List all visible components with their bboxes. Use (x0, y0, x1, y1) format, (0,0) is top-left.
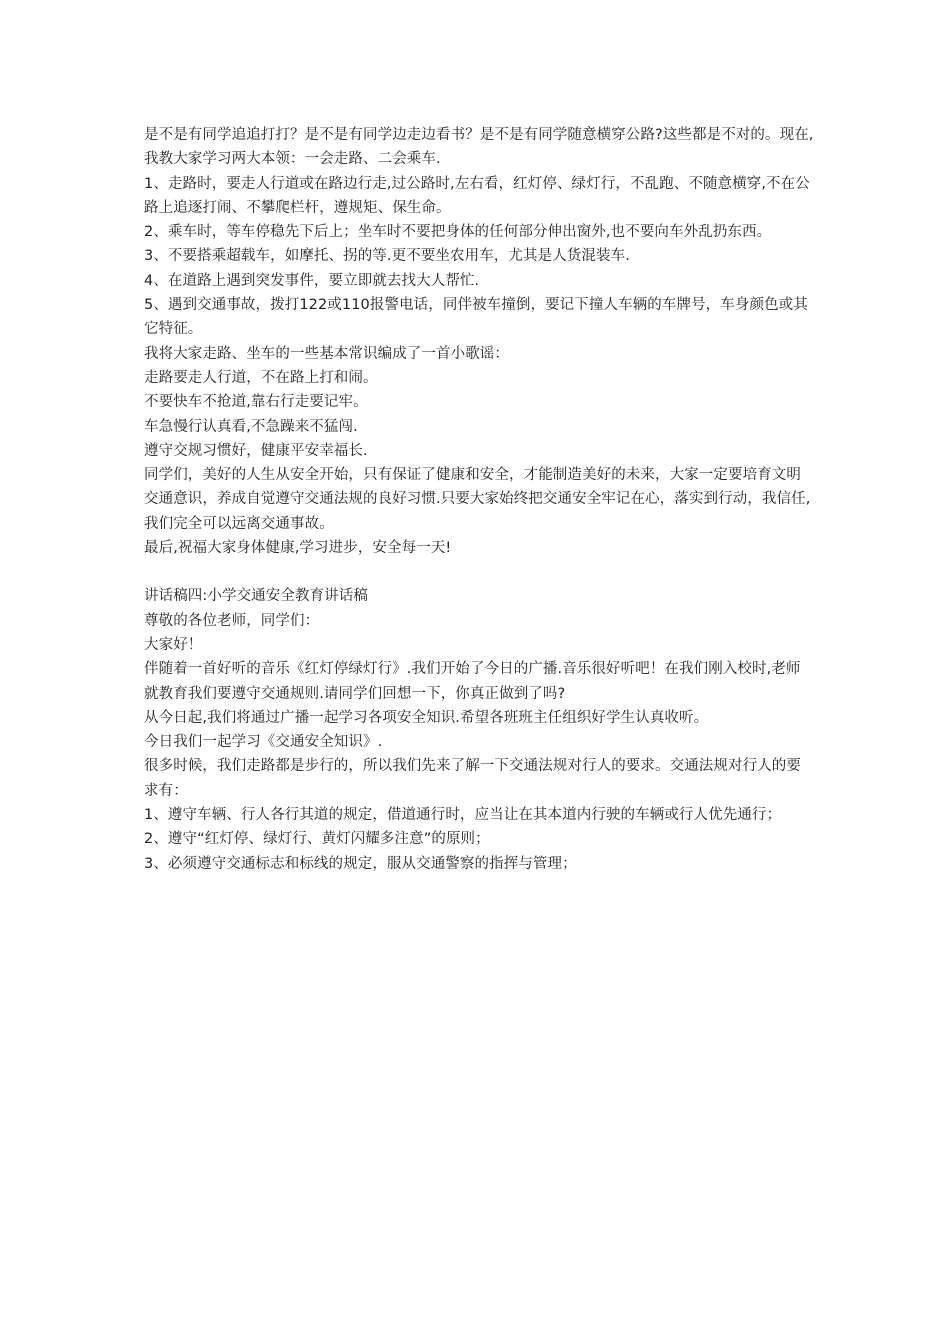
paragraph: 伴随着一首好听的音乐《红灯停绿灯行》.我们开始了今日的广播.音乐很好听吧！在我们刚入校时,老师就教育我们要遵守交通规则.请同学们回想一下，你真正做到了吗? (144, 661, 801, 702)
greeting: 尊敬的各位老师，同学们： (144, 612, 320, 629)
paragraph: 是不是有同学追追打打？是不是有同学边走边看书？是不是有同学随意横穿公路?这些都是不对的。现在,我教大家学习两大本领：一会走路、二会乘车. (144, 127, 814, 168)
rhyme-line: 遵守交规习惯好，健康平安幸福长. (144, 442, 368, 459)
rule-item: 2、遵守“红灯停、绿灯行、黄灯闪耀多注意”的原则； (144, 831, 490, 848)
paragraph: 从今日起,我们将通过广播一起学习各项安全知识.希望各班班主任组织好学生认真收听。 (144, 709, 709, 726)
paragraph: 最后,祝福大家身体健康,学习进步，安全每一天! (144, 540, 452, 557)
paragraph: 5、遇到交通事故，拨打122或110报警电话，同伴被车撞倒，要记下撞人车辆的车牌号，车身颜色或其它特征。 (144, 297, 808, 338)
rule-item: 1、遵守车辆、行人各行其道的规定，借道通行时，应当让在其本道内行驶的车辆或行人优先通行； (144, 807, 782, 824)
paragraph: 1、走路时，要走人行道或在路边行走,过公路时,左右看，红灯停、绿灯行，不乱跑、不随意横穿,不在公路上追逐打闹、不攀爬栏杆，遵规矩、保生命。 (144, 175, 810, 216)
paragraph: 同学们，美好的人生从安全开始，只有保证了健康和安全，才能制造美好的未来，大家一定要培育文明交通意识，养成自觉遵守交通法规的良好习惯.只要大家始终把交通安全牢记在心，落实到行动，我信任,我们完全可以远离交通事故。 (144, 467, 811, 532)
rule-item: 3、必须遵守交通标志和标线的规定，服从交通警察的指挥与管理； (144, 855, 577, 872)
section-title: 讲话稿四:小学交通安全教育讲话稿 (144, 588, 368, 605)
section-spacer (144, 560, 814, 584)
paragraph: 今日我们一起学习《交通安全知识》. (144, 734, 383, 751)
paragraph: 我将大家走路、坐车的一些基本常识编成了一首小歌谣： (144, 345, 509, 362)
paragraph: 很多时候，我们走路都是步行的，所以我们先来了解一下交通法规对行人的要求。交通法规对行人的要求有： (144, 758, 801, 799)
rhyme-line: 不要快车不抢道,靠右行走要记牢。 (144, 394, 368, 411)
paragraph: 4、在道路上遇到突发事件，要立即就去找大人帮忙. (144, 272, 480, 289)
greeting: 大家好！ (144, 636, 203, 653)
paragraph: 2、乘车时，等车停稳先下后上；坐车时不要把身体的任何部分伸出窗外,也不要向车外乱扔东西。 (144, 224, 772, 241)
rhyme-line: 走路要走人行道，不在路上打和闹。 (144, 369, 378, 386)
paragraph: 3、不要搭乘超载车，如摩托、拐的等.更不要坐农用车，尤其是人货混装车. (144, 248, 630, 265)
rhyme-line: 车急慢行认真看,不急躁来不猛闯. (144, 418, 358, 435)
document-body (144, 123, 814, 876)
